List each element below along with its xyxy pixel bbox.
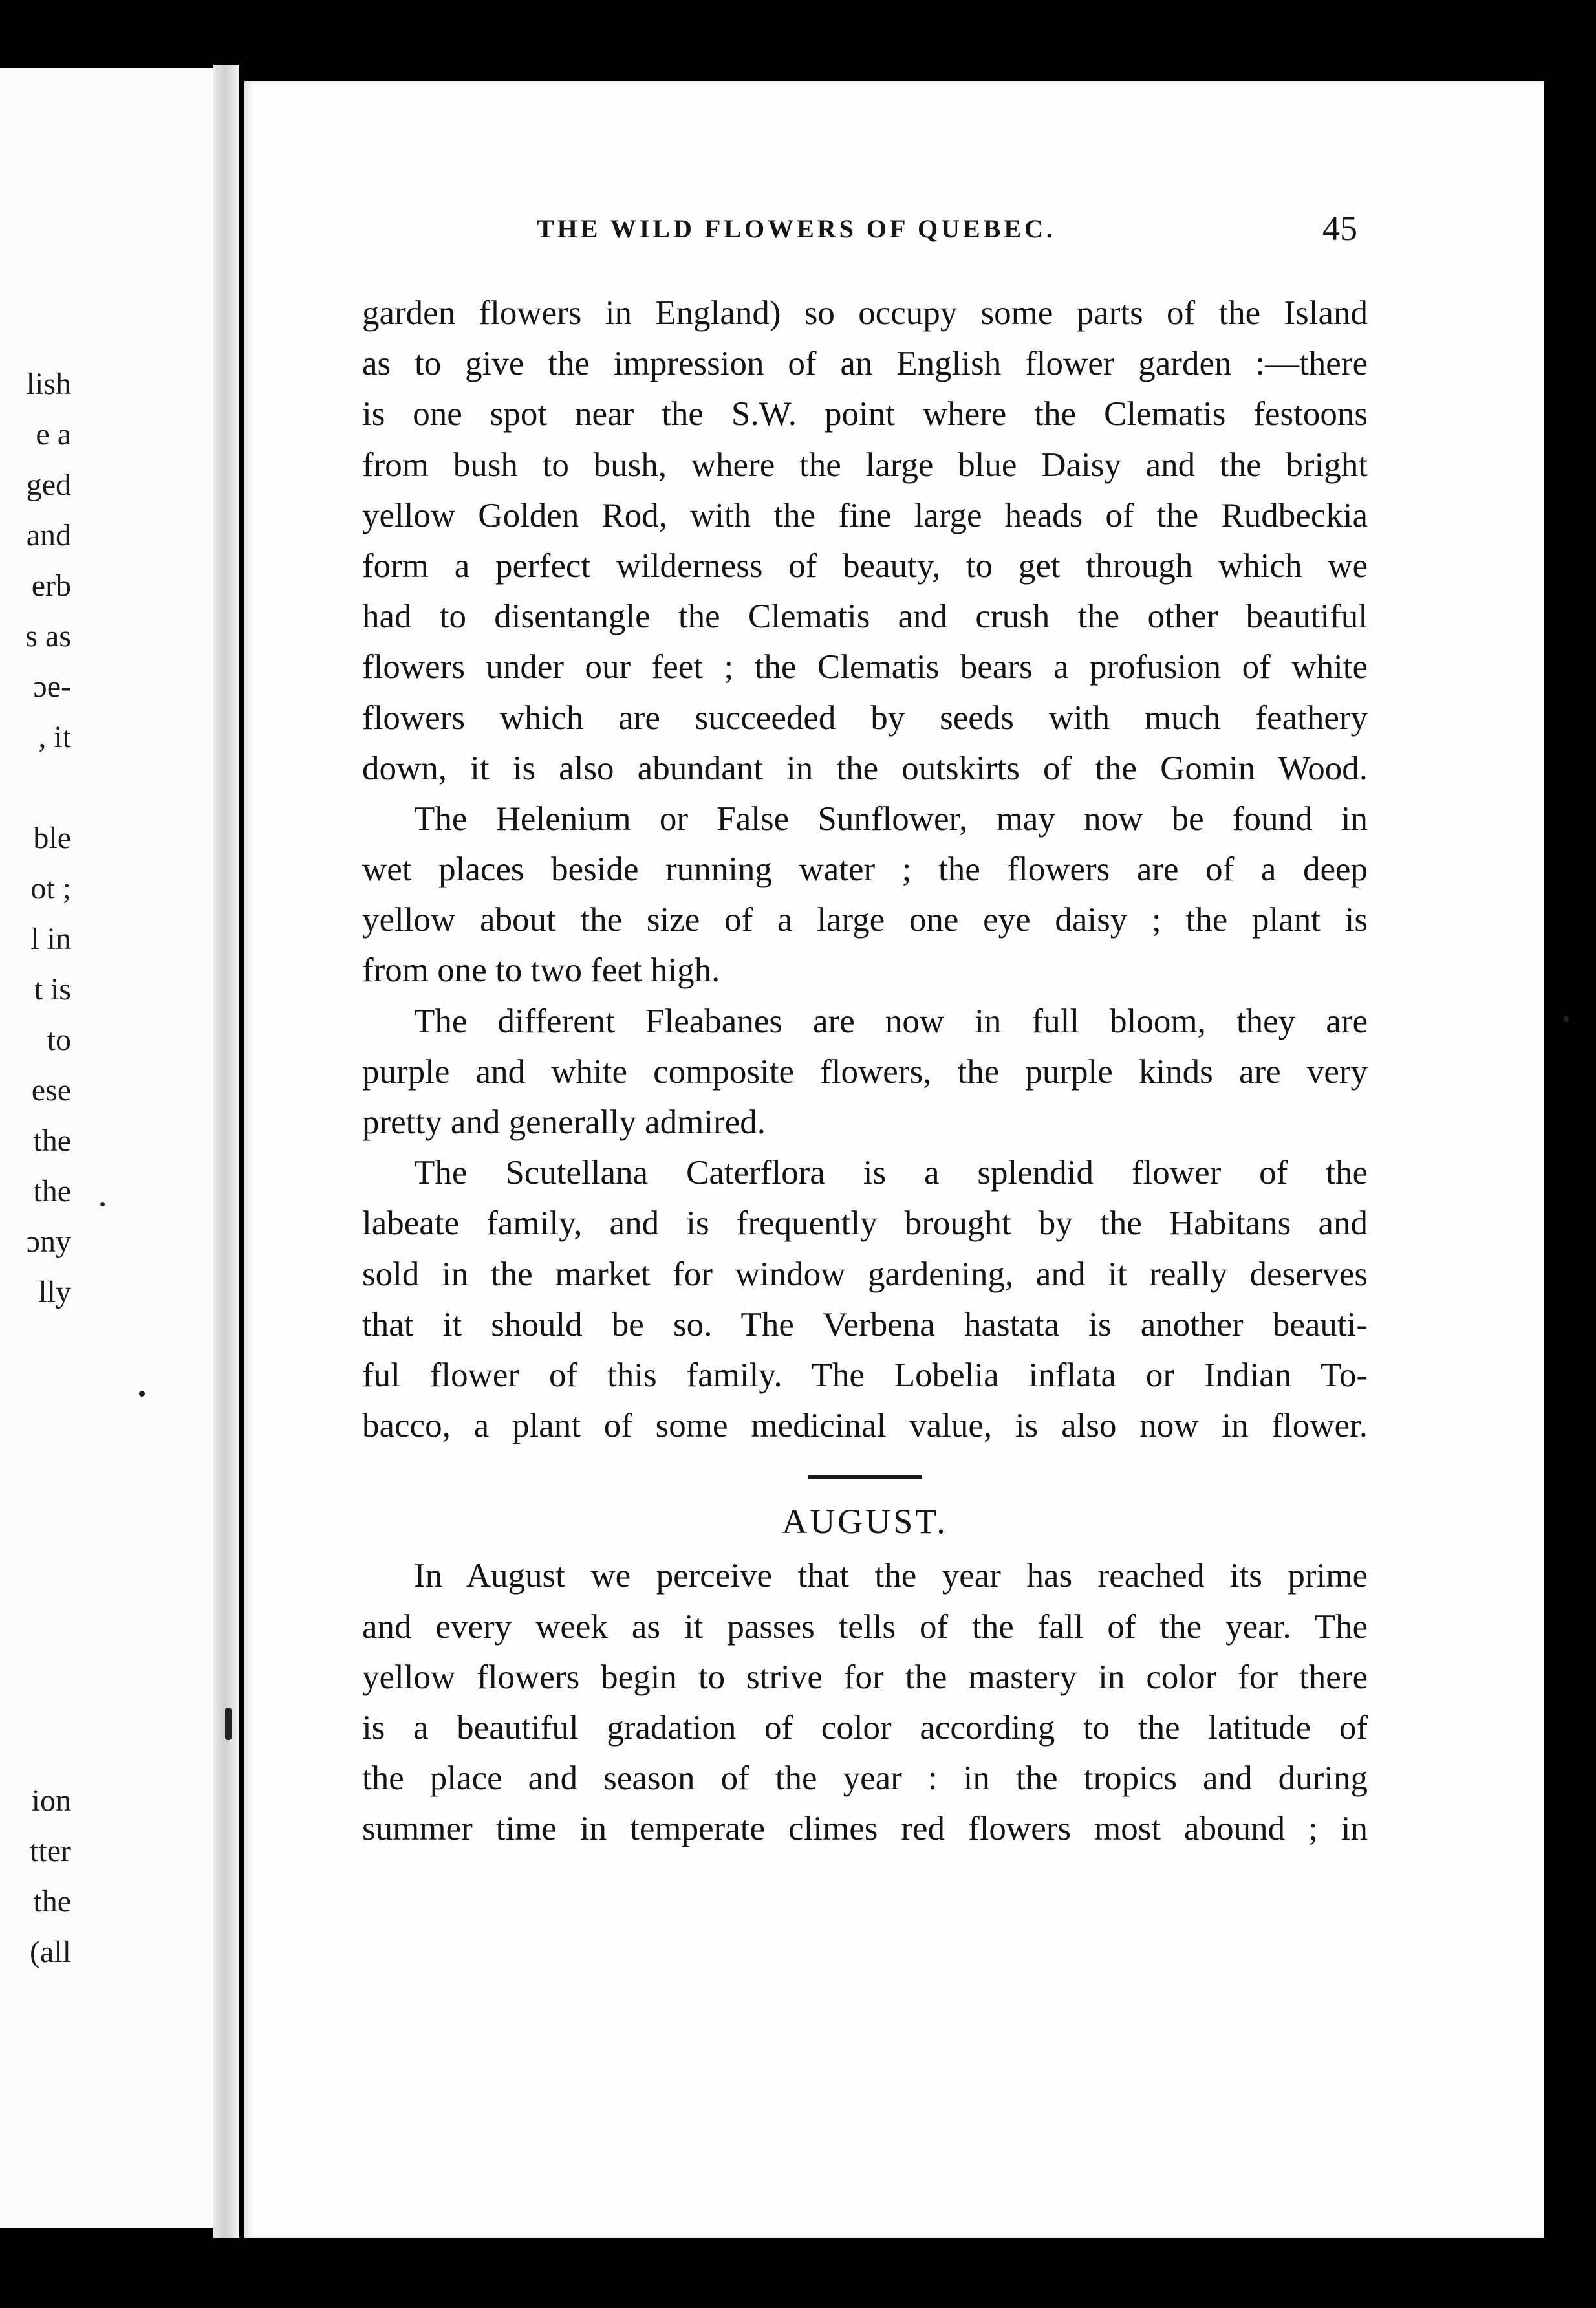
book-gutter: [213, 65, 239, 2238]
scan-speck: [139, 1391, 145, 1397]
left-page-fragment-line: t is: [34, 972, 71, 1007]
left-page-fragment-line: ged: [26, 468, 71, 502]
left-page-fragment-line: s as: [25, 619, 71, 653]
text-line: pretty and generally admired.: [362, 1104, 766, 1141]
section-heading: AUGUST.: [782, 1502, 948, 1541]
text-line: ful flower of this family. The Lobelia inflata or Indian To-: [362, 1356, 1368, 1394]
left-page-fragment-line: ble: [33, 821, 71, 855]
text-line: The Scutellana Caterflora is a splendid flower of the: [414, 1154, 1368, 1192]
left-page-fragment-line: [0, 763, 71, 813]
text-line: from bush to bush, where the large blue Daisy and the bright: [362, 446, 1368, 484]
left-page-fragment-line: ion: [31, 1783, 71, 1818]
text-line: as to give the impression of an English flower garden :—there: [362, 345, 1368, 383]
left-page-fragment-line: and: [26, 518, 71, 552]
left-page-fragment-line: the: [33, 1174, 71, 1208]
left-page-fragment-line: (all: [30, 1935, 71, 1969]
left-page-fragment-line: ot ;: [30, 871, 71, 906]
text-line: that it should be so. The Verbena hastata is another beauti-: [362, 1305, 1368, 1344]
text-line: labeate family, and is frequently brought by the Habitans and: [362, 1204, 1368, 1243]
paragraph: [362, 1148, 1368, 1451]
left-page-fragment-line: lly: [38, 1275, 71, 1309]
running-title: THE WILD FLOWERS OF QUEBEC.: [537, 214, 1056, 243]
text-line: summer time in temperate climes red flowers most abound ; in: [362, 1810, 1368, 1848]
paragraph: [362, 1551, 1368, 1854]
left-page-fragment-line: erb: [31, 569, 71, 603]
text-line: form a perfect wilderness of beauty, to get through which we: [362, 547, 1368, 585]
text-line: The Helenium or False Sunflower, may now be found in: [414, 800, 1368, 838]
left-page-fragment-line: ɔny: [26, 1225, 71, 1259]
left-page-fragment: [0, 68, 230, 2228]
text-line: flowers under our feet ; the Clematis bears a profusion of white: [362, 648, 1368, 686]
page-body: [362, 288, 1368, 1854]
text-line: down, it is also abundant in the outskirts of the Gomin Wood.: [362, 749, 1368, 787]
text-line: The different Fleabanes are now in full bloom, they are: [414, 1002, 1368, 1040]
scan-speck: [100, 1202, 105, 1206]
text-line: is one spot near the S.W. point where the Clematis festoons: [362, 395, 1368, 433]
left-page-fragment-line: e a: [36, 417, 71, 452]
left-page-fragment-line: tter: [30, 1834, 71, 1868]
left-page-fragment-line: the: [33, 1124, 71, 1158]
text-line: the place and season of the year : in the tropics and during: [362, 1759, 1368, 1798]
left-page-fragment-line: , it: [38, 720, 71, 754]
text-line: and every week as it passes tells of the fall of the year. The: [362, 1607, 1368, 1646]
text-line: garden flowers in England) so occupy some parts of the Island: [362, 294, 1368, 332]
text-line: flowers which are succeeded by seeds with much feathery: [362, 699, 1368, 737]
text-line: bacco, a plant of some medicinal value, is also now in flower.: [362, 1407, 1368, 1445]
text-line: wet places beside running water ; the flowers are of a deep: [362, 851, 1368, 889]
left-page-fragment-line: lish: [26, 367, 71, 401]
paragraph: [362, 996, 1368, 1148]
left-page-text-top: [0, 359, 71, 1318]
left-page-fragment-line: to: [47, 1023, 71, 1057]
left-page-fragment-line: ɔe-: [33, 670, 71, 704]
text-line: from one to two feet high.: [362, 952, 720, 990]
text-line: sold in the market for window gardening, and it really deserves: [362, 1255, 1368, 1293]
text-line: In August we perceive that the year has reached its prime: [414, 1557, 1368, 1595]
text-line: is a beautiful gradation of color according to the latitude of: [362, 1708, 1368, 1747]
text-line: yellow flowers begin to strive for the mastery in color for there: [362, 1658, 1368, 1696]
page-number: 45: [1322, 209, 1357, 248]
left-page-fragment-line: l in: [30, 922, 71, 956]
text-line: yellow about the size of a large one eye daisy ; the plant is: [362, 901, 1368, 939]
paragraph: [362, 288, 1368, 794]
scan-speck: [1564, 1016, 1569, 1022]
text-line: had to disentangle the Clematis and crush the other beautiful: [362, 598, 1368, 636]
paragraph: [362, 794, 1368, 996]
left-page-fragment-line: the: [33, 1884, 71, 1919]
left-page-fragment-line: ese: [31, 1073, 71, 1107]
text-line: yellow Golden Rod, with the fine large heads of the Rudbeckia: [362, 496, 1368, 534]
section-divider: [808, 1475, 922, 1479]
scan-speck: [225, 1708, 232, 1740]
text-line: purple and white composite flowers, the purple kinds are very: [362, 1052, 1368, 1091]
left-page-text-bottom: [0, 1776, 71, 1977]
